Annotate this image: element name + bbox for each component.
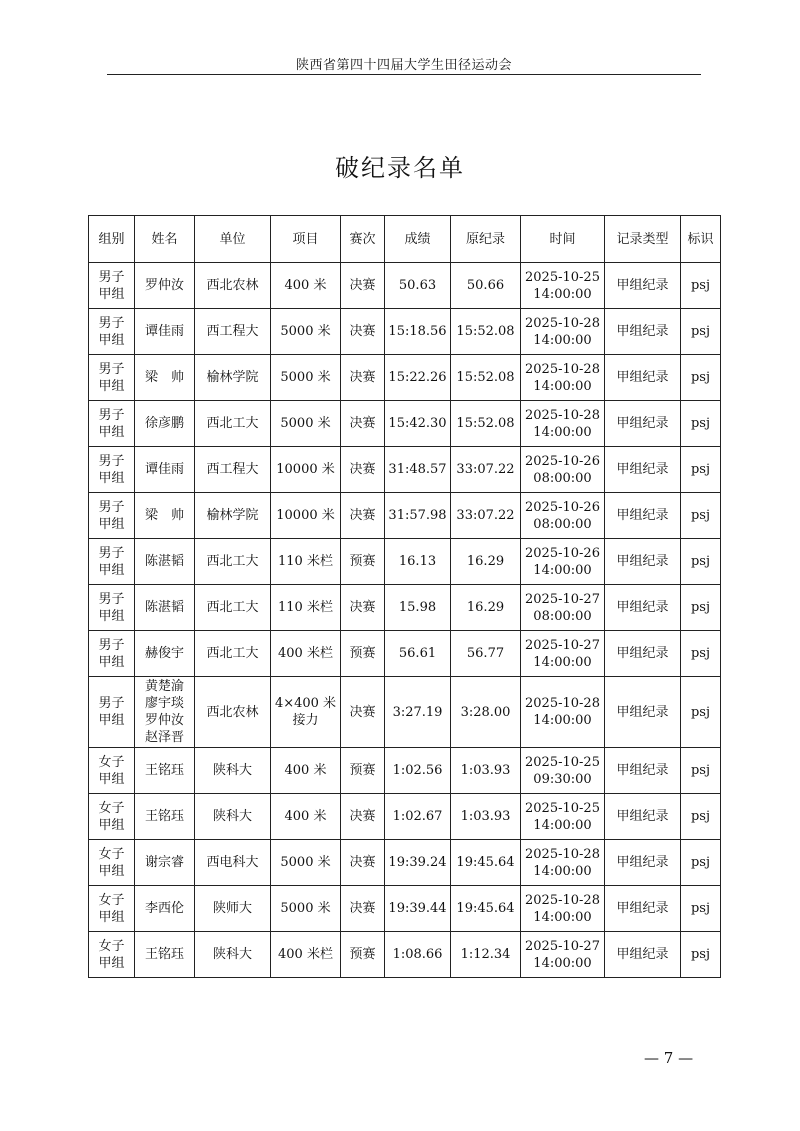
cell-mark: psj xyxy=(681,493,721,539)
cell-mark: psj xyxy=(681,263,721,309)
cell-name: 李西伦 xyxy=(135,886,195,932)
document-title: 破纪录名单 xyxy=(335,154,465,182)
cell-old-record: 1:12.34 xyxy=(451,932,521,978)
cell-group: 男子 甲组 xyxy=(89,309,135,355)
cell-record-type: 甲组纪录 xyxy=(605,748,681,794)
cell-group: 男子 甲组 xyxy=(89,401,135,447)
table-row xyxy=(89,539,721,585)
column-header-time: 时间 xyxy=(521,216,605,263)
cell-mark: psj xyxy=(681,585,721,631)
cell-time: 2025-10-27 14:00:00 xyxy=(521,932,605,978)
cell-record-type: 甲组纪录 xyxy=(605,309,681,355)
cell-event: 5000 米 xyxy=(271,309,341,355)
table-row xyxy=(89,677,721,748)
cell-unit: 陕科大 xyxy=(195,794,271,840)
cell-result: 19:39.24 xyxy=(385,840,451,886)
cell-unit: 西北工大 xyxy=(195,585,271,631)
cell-old-record: 33:07.22 xyxy=(451,447,521,493)
cell-result: 15:22.26 xyxy=(385,355,451,401)
cell-round: 决赛 xyxy=(341,263,385,309)
table-row xyxy=(89,748,721,794)
table-header-row xyxy=(89,216,721,263)
cell-round: 预赛 xyxy=(341,539,385,585)
cell-round: 决赛 xyxy=(341,309,385,355)
cell-old-record: 1:03.93 xyxy=(451,748,521,794)
cell-result: 15:42.30 xyxy=(385,401,451,447)
header-rule xyxy=(107,74,701,75)
cell-group: 女子 甲组 xyxy=(89,932,135,978)
cell-unit: 西北工大 xyxy=(195,401,271,447)
cell-mark: psj xyxy=(681,401,721,447)
column-header-record-type: 记录类型 xyxy=(605,216,681,263)
cell-unit: 西电科大 xyxy=(195,840,271,886)
cell-event: 400 米 xyxy=(271,748,341,794)
running-header: 陕西省第四十四届大学生田径运动会 xyxy=(295,58,512,73)
cell-unit: 西北农林 xyxy=(195,677,271,748)
records-table xyxy=(88,215,721,978)
cell-event: 5000 米 xyxy=(271,401,341,447)
cell-record-type: 甲组纪录 xyxy=(605,447,681,493)
cell-old-record: 15:52.08 xyxy=(451,309,521,355)
cell-record-type: 甲组纪录 xyxy=(605,886,681,932)
cell-old-record: 16.29 xyxy=(451,585,521,631)
cell-time: 2025-10-27 14:00:00 xyxy=(521,631,605,677)
cell-round: 决赛 xyxy=(341,401,385,447)
cell-event: 10000 米 xyxy=(271,493,341,539)
cell-round: 决赛 xyxy=(341,447,385,493)
cell-time: 2025-10-25 14:00:00 xyxy=(521,263,605,309)
cell-record-type: 甲组纪录 xyxy=(605,677,681,748)
cell-round: 决赛 xyxy=(341,585,385,631)
column-header-unit: 单位 xyxy=(195,216,271,263)
cell-mark: psj xyxy=(681,539,721,585)
cell-mark: psj xyxy=(681,631,721,677)
column-header-mark: 标识 xyxy=(681,216,721,263)
cell-event: 110 米栏 xyxy=(271,539,341,585)
cell-mark: psj xyxy=(681,677,721,748)
cell-result: 15.98 xyxy=(385,585,451,631)
cell-record-type: 甲组纪录 xyxy=(605,932,681,978)
cell-round: 决赛 xyxy=(341,355,385,401)
cell-result: 1:08.66 xyxy=(385,932,451,978)
cell-old-record: 19:45.64 xyxy=(451,840,521,886)
table-row xyxy=(89,263,721,309)
cell-unit: 榆林学院 xyxy=(195,355,271,401)
cell-record-type: 甲组纪录 xyxy=(605,401,681,447)
cell-group: 男子 甲组 xyxy=(89,355,135,401)
cell-record-type: 甲组纪录 xyxy=(605,263,681,309)
cell-time: 2025-10-26 08:00:00 xyxy=(521,447,605,493)
cell-old-record: 1:03.93 xyxy=(451,794,521,840)
cell-group: 男子 甲组 xyxy=(89,677,135,748)
cell-mark: psj xyxy=(681,886,721,932)
cell-time: 2025-10-26 08:00:00 xyxy=(521,493,605,539)
cell-time: 2025-10-26 14:00:00 xyxy=(521,539,605,585)
cell-event: 5000 米 xyxy=(271,355,341,401)
cell-mark: psj xyxy=(681,794,721,840)
cell-group: 女子 甲组 xyxy=(89,794,135,840)
cell-mark: psj xyxy=(681,309,721,355)
cell-mark: psj xyxy=(681,748,721,794)
cell-name: 陈湛韬 xyxy=(135,539,195,585)
cell-group: 女子 甲组 xyxy=(89,748,135,794)
cell-old-record: 50.66 xyxy=(451,263,521,309)
cell-group: 男子 甲组 xyxy=(89,539,135,585)
cell-record-type: 甲组纪录 xyxy=(605,355,681,401)
cell-time: 2025-10-28 14:00:00 xyxy=(521,401,605,447)
cell-name: 王铭珏 xyxy=(135,748,195,794)
cell-result: 16.13 xyxy=(385,539,451,585)
table-row xyxy=(89,886,721,932)
cell-unit: 榆林学院 xyxy=(195,493,271,539)
table-row xyxy=(89,932,721,978)
table-row xyxy=(89,794,721,840)
cell-result: 50.63 xyxy=(385,263,451,309)
cell-old-record: 15:52.08 xyxy=(451,401,521,447)
cell-name: 梁 帅 xyxy=(135,493,195,539)
cell-unit: 陕师大 xyxy=(195,886,271,932)
table-row xyxy=(89,585,721,631)
cell-result: 31:57.98 xyxy=(385,493,451,539)
cell-time: 2025-10-25 09:30:00 xyxy=(521,748,605,794)
cell-mark: psj xyxy=(681,932,721,978)
column-header-group: 组别 xyxy=(89,216,135,263)
page-number: — 7 — xyxy=(644,1049,694,1067)
cell-record-type: 甲组纪录 xyxy=(605,631,681,677)
cell-group: 男子 甲组 xyxy=(89,585,135,631)
table-row xyxy=(89,447,721,493)
column-header-old-record: 原纪录 xyxy=(451,216,521,263)
cell-time: 2025-10-28 14:00:00 xyxy=(521,886,605,932)
cell-unit: 西工程大 xyxy=(195,309,271,355)
column-header-round: 赛次 xyxy=(341,216,385,263)
cell-event: 4×400 米 接力 xyxy=(271,677,341,748)
cell-result: 31:48.57 xyxy=(385,447,451,493)
cell-result: 1:02.67 xyxy=(385,794,451,840)
cell-unit: 陕科大 xyxy=(195,748,271,794)
cell-time: 2025-10-28 14:00:00 xyxy=(521,840,605,886)
cell-event: 10000 米 xyxy=(271,447,341,493)
cell-time: 2025-10-28 14:00:00 xyxy=(521,677,605,748)
cell-event: 400 米栏 xyxy=(271,631,341,677)
cell-name: 黄楚渝 廖宇琰 罗仲汝 赵泽晋 xyxy=(135,677,195,748)
cell-round: 决赛 xyxy=(341,677,385,748)
table-row xyxy=(89,355,721,401)
cell-event: 400 米 xyxy=(271,794,341,840)
cell-unit: 陕科大 xyxy=(195,932,271,978)
cell-record-type: 甲组纪录 xyxy=(605,585,681,631)
cell-record-type: 甲组纪录 xyxy=(605,794,681,840)
table-row xyxy=(89,401,721,447)
column-header-event: 项目 xyxy=(271,216,341,263)
cell-round: 决赛 xyxy=(341,794,385,840)
cell-round: 预赛 xyxy=(341,932,385,978)
cell-old-record: 33:07.22 xyxy=(451,493,521,539)
table-row xyxy=(89,631,721,677)
cell-name: 谭佳雨 xyxy=(135,447,195,493)
cell-group: 男子 甲组 xyxy=(89,447,135,493)
cell-result: 56.61 xyxy=(385,631,451,677)
cell-group: 女子 甲组 xyxy=(89,840,135,886)
cell-name: 王铭珏 xyxy=(135,932,195,978)
cell-name: 王铭珏 xyxy=(135,794,195,840)
cell-mark: psj xyxy=(681,355,721,401)
cell-group: 女子 甲组 xyxy=(89,886,135,932)
table-row xyxy=(89,840,721,886)
cell-unit: 西北农林 xyxy=(195,263,271,309)
cell-unit: 西北工大 xyxy=(195,539,271,585)
cell-record-type: 甲组纪录 xyxy=(605,539,681,585)
cell-group: 男子 甲组 xyxy=(89,263,135,309)
column-header-result: 成绩 xyxy=(385,216,451,263)
cell-result: 15:18.56 xyxy=(385,309,451,355)
cell-mark: psj xyxy=(681,447,721,493)
cell-unit: 西北工大 xyxy=(195,631,271,677)
cell-old-record: 3:28.00 xyxy=(451,677,521,748)
cell-name: 陈湛韬 xyxy=(135,585,195,631)
cell-name: 徐彦鹏 xyxy=(135,401,195,447)
cell-old-record: 15:52.08 xyxy=(451,355,521,401)
cell-result: 1:02.56 xyxy=(385,748,451,794)
cell-record-type: 甲组纪录 xyxy=(605,493,681,539)
cell-name: 梁 帅 xyxy=(135,355,195,401)
records-body xyxy=(89,263,721,978)
cell-name: 谢宗睿 xyxy=(135,840,195,886)
cell-name: 罗仲汝 xyxy=(135,263,195,309)
cell-event: 5000 米 xyxy=(271,886,341,932)
cell-old-record: 16.29 xyxy=(451,539,521,585)
cell-old-record: 19:45.64 xyxy=(451,886,521,932)
cell-result: 3:27.19 xyxy=(385,677,451,748)
cell-time: 2025-10-27 08:00:00 xyxy=(521,585,605,631)
cell-time: 2025-10-28 14:00:00 xyxy=(521,309,605,355)
table-row xyxy=(89,309,721,355)
cell-group: 男子 甲组 xyxy=(89,631,135,677)
cell-name: 赫俊宇 xyxy=(135,631,195,677)
cell-round: 决赛 xyxy=(341,493,385,539)
cell-name: 谭佳雨 xyxy=(135,309,195,355)
cell-event: 400 米 xyxy=(271,263,341,309)
cell-event: 110 米栏 xyxy=(271,585,341,631)
column-header-name: 姓名 xyxy=(135,216,195,263)
cell-round: 预赛 xyxy=(341,631,385,677)
cell-round: 预赛 xyxy=(341,748,385,794)
cell-event: 400 米栏 xyxy=(271,932,341,978)
cell-time: 2025-10-28 14:00:00 xyxy=(521,355,605,401)
cell-event: 5000 米 xyxy=(271,840,341,886)
cell-time: 2025-10-25 14:00:00 xyxy=(521,794,605,840)
cell-record-type: 甲组纪录 xyxy=(605,840,681,886)
cell-result: 19:39.44 xyxy=(385,886,451,932)
cell-mark: psj xyxy=(681,840,721,886)
cell-group: 男子 甲组 xyxy=(89,493,135,539)
cell-old-record: 56.77 xyxy=(451,631,521,677)
cell-unit: 西工程大 xyxy=(195,447,271,493)
cell-round: 决赛 xyxy=(341,886,385,932)
table-row xyxy=(89,493,721,539)
cell-round: 决赛 xyxy=(341,840,385,886)
